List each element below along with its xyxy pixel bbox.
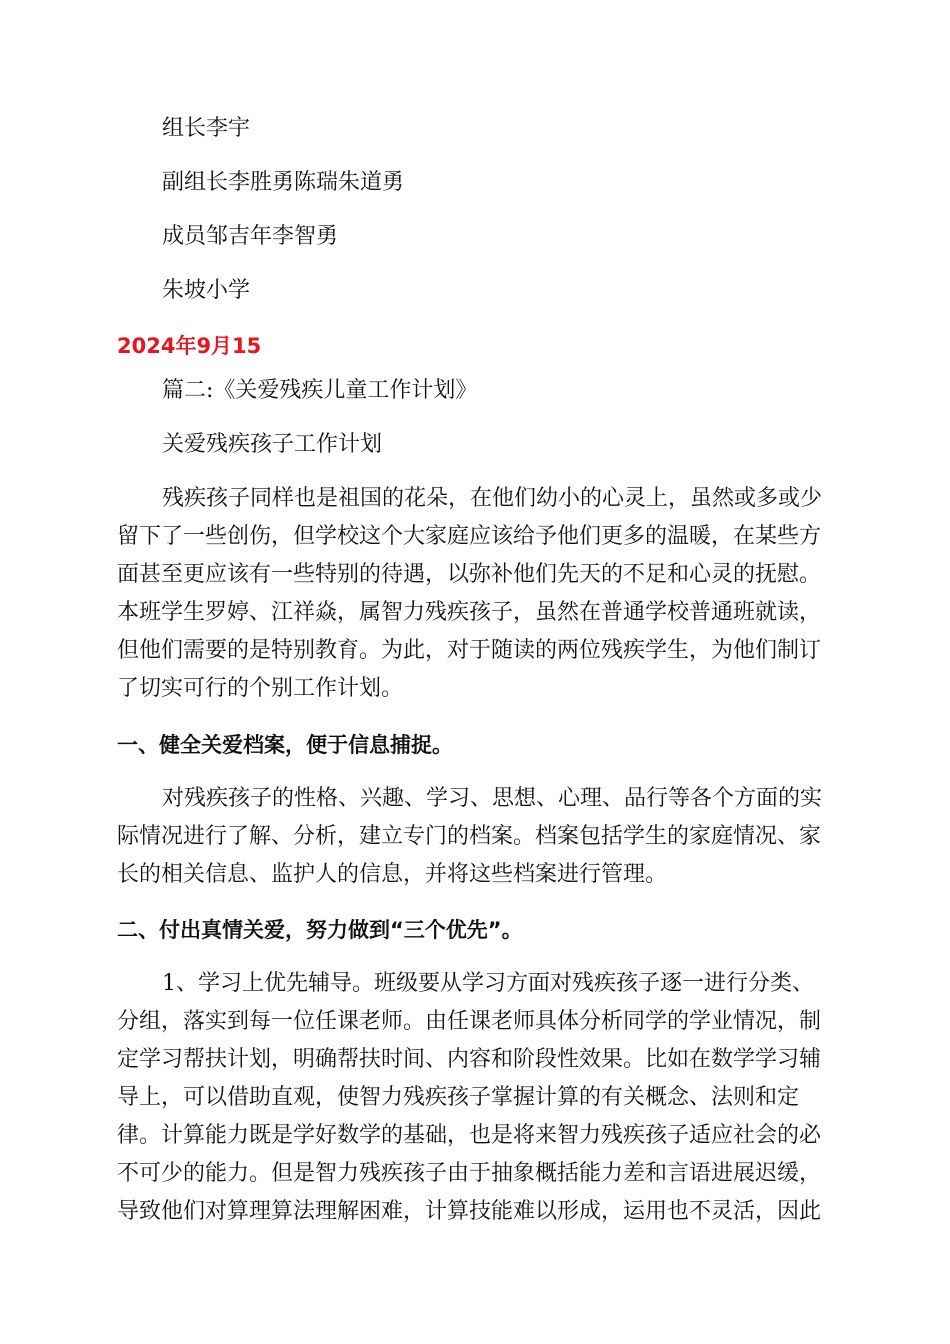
intro-line: 残疾孩子同样也是祖国的花朵，在他们幼小的心灵上，虽然或多或少 bbox=[162, 486, 823, 511]
school-name-line: 朱坡小学 bbox=[162, 278, 251, 303]
deputy-leaders-line: 副组长李胜勇陈瑞朱道勇 bbox=[162, 170, 405, 195]
members-line: 成员邹吉年李智勇 bbox=[162, 224, 339, 249]
section2-line: 1、学习上优先辅导。班级要从学习方面对残疾孩子逐一进行分类、 bbox=[162, 971, 814, 996]
intro-line: 本班学生罗婷、江祥焱，属智力残疾孩子，虽然在普通学校普通班就读， bbox=[117, 600, 822, 625]
intro-line: 留下了一些创伤，但学校这个大家庭应该给予他们更多的温暖，在某些方 bbox=[117, 524, 822, 549]
part-title: 篇二:《关爱残疾儿童工作计划》 bbox=[162, 378, 478, 403]
intro-line: 但他们需要的是特别教育。为此，对于随读的两位残疾学生，为他们制订 bbox=[117, 638, 822, 663]
section2-line: 定学习帮扶计划，明确帮扶时间、内容和阶段性效果。比如在数学学习辅 bbox=[117, 1047, 822, 1072]
section2-line: 分组，落实到每一位任课老师。由任课老师具体分析同学的学业情况，制 bbox=[117, 1009, 822, 1034]
section1-line: 长的相关信息、监护人的信息，并将这些档案进行管理。 bbox=[117, 862, 668, 887]
section2-line: 导上，可以借助直观，使智力残疾孩子掌握计算的有关概念、法则和定 bbox=[117, 1085, 800, 1110]
group-leader-line: 组长李宇 bbox=[162, 116, 251, 141]
article-title: 关爱残疾孩子工作计划 bbox=[162, 432, 383, 457]
section2-line: 律。计算能力既是学好数学的基础，也是将来智力残疾孩子适应社会的必 bbox=[117, 1123, 822, 1148]
section2-line: 不可少的能力。但是智力残疾孩子由于抽象概括能力差和言语进展迟缓， bbox=[117, 1161, 822, 1186]
section1-heading: 一、健全关爱档案，便于信息捕捉。 bbox=[117, 733, 453, 757]
section1-line: 际情况进行了解、分析，建立专门的档案。档案包括学生的家庭情况、家 bbox=[117, 824, 822, 849]
section1-line: 对残疾孩子的性格、兴趣、学习、思想、心理、品行等各个方面的实 bbox=[162, 786, 823, 811]
intro-line: 面甚至更应该有一些特别的待遇，以弥补他们先天的不足和心灵的抚慰。 bbox=[117, 562, 822, 587]
document-date: 2024年9月15 bbox=[117, 334, 262, 358]
intro-line: 了切实可行的个别工作计划。 bbox=[117, 676, 404, 701]
section2-line: 导致他们对算理算法理解困难，计算技能难以形成，运用也不灵活，因此 bbox=[117, 1199, 822, 1224]
section2-heading: 二、付出真情关爱，努力做到“三个优先”。 bbox=[117, 918, 523, 942]
